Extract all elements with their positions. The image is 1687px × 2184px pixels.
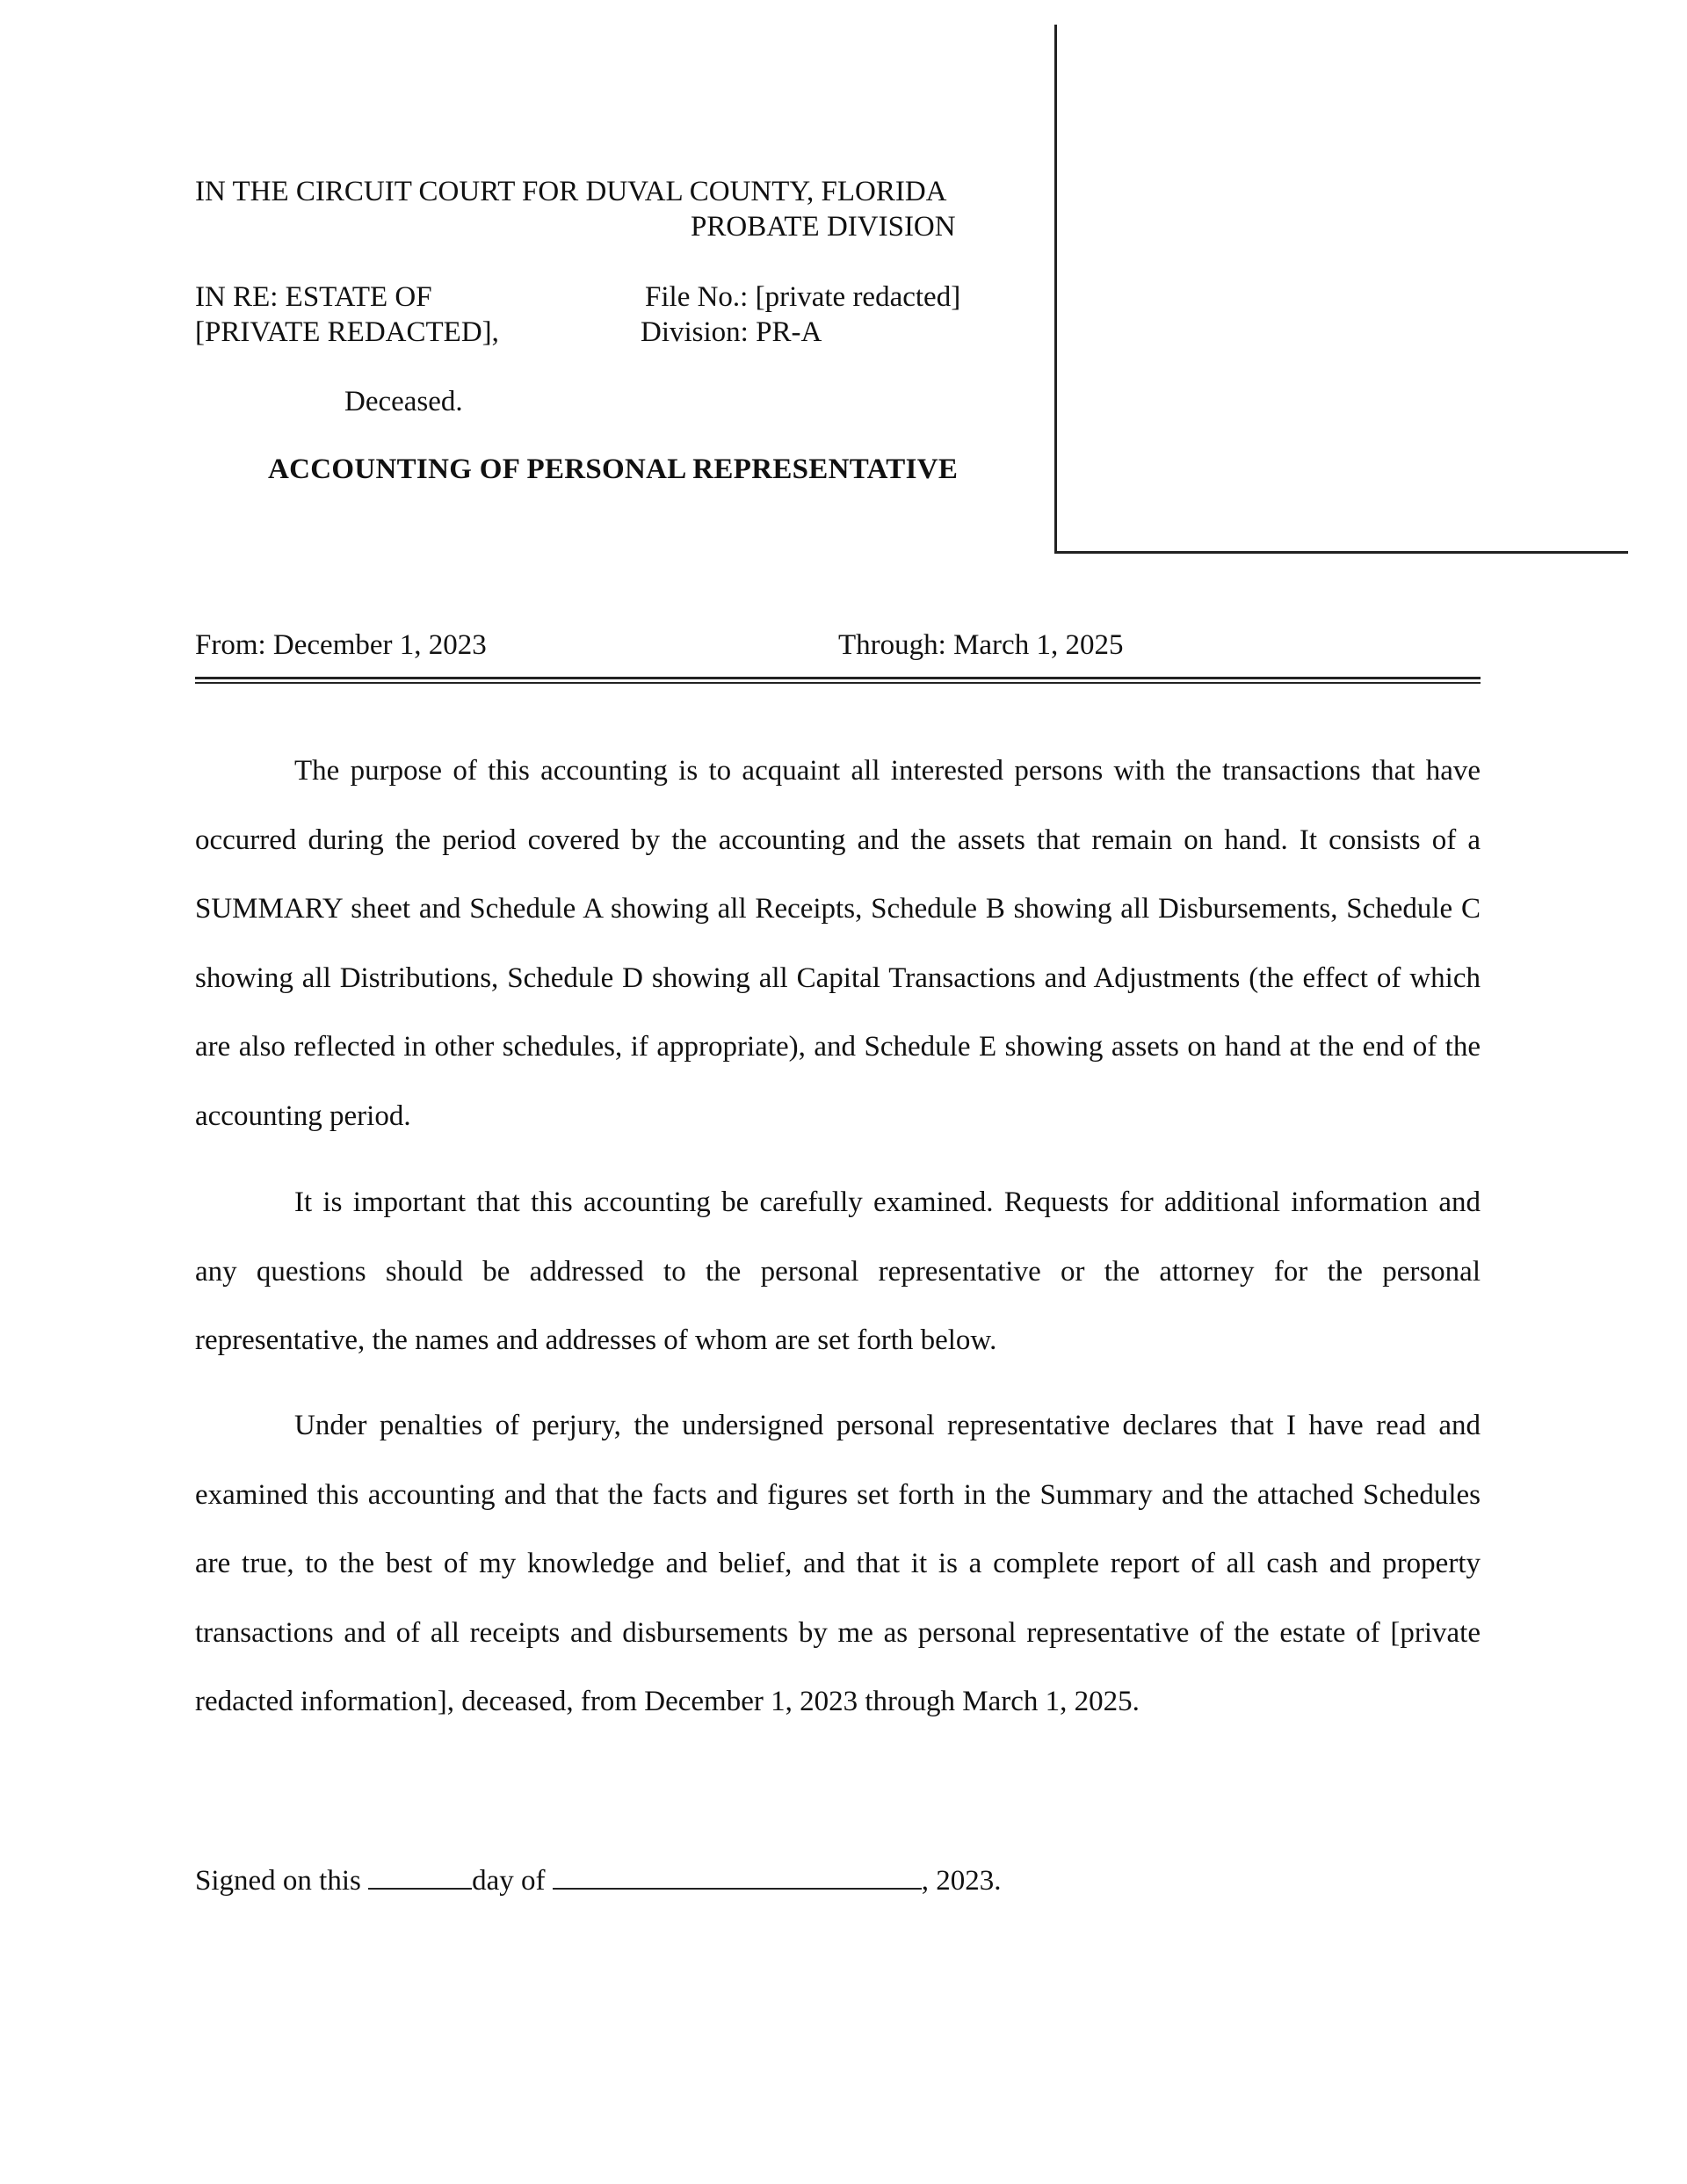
document-title: ACCOUNTING OF PERSONAL REPRESENTATIVE xyxy=(268,453,959,485)
court-name: IN THE CIRCUIT COURT FOR DUVAL COUNTY, FLORIDA xyxy=(195,176,947,207)
signature-line xyxy=(195,1861,1002,1898)
court-division: PROBATE DIVISION xyxy=(691,211,956,243)
signature-day-blank[interactable] xyxy=(368,1861,472,1890)
division-label: Division: PR-A xyxy=(641,316,822,348)
file-number: File No.: [private redacted] xyxy=(645,281,961,313)
estate-name: [PRIVATE REDACTED], xyxy=(195,316,499,348)
paragraph-perjury-declaration: Under penalties of perjury, the undersigned personal representative declares that I have read and examined this accounting and that the facts and figures set forth in the Summary and the attached Schedules are true, to the best of my knowledge and belief, and that it is a complete report of all cash and property transactions and of all receipts and disbursements by me as personal representative of the estate of [private redacted information], deceased, from December 1, 2023 through March 1, 2025. xyxy=(195,1410,1481,1717)
paragraph-examination: It is important that this accounting be carefully examined. Requests for additional information and any questions should be addressed to the personal representative or the attorney for the personal representative, the names and addresses of whom are set forth below. xyxy=(195,1186,1481,1356)
period-double-rule xyxy=(195,677,1481,684)
signature-month-blank[interactable] xyxy=(553,1861,922,1890)
paragraph-purpose: The purpose of this accounting is to acquaint all interested persons with the transactions that have occurred during the period covered by the accounting and the assets that remain on hand. It consists of a SUMMARY sheet and Schedule A showing all Receipts, Schedule B showing all Disbursements, Schedule C showing all Distributions, Schedule D showing all Capital Transactions and Adjustments (the effect of which are also reflected in other schedules, if appropriate), and Schedule E showing assets on hand at the end of the accounting period. xyxy=(195,755,1481,1132)
signature-year: , 2023. xyxy=(921,1865,1002,1897)
stamp-box-vertical-line xyxy=(1054,25,1057,553)
deceased-label: Deceased. xyxy=(344,386,463,417)
in-re-label: IN RE: ESTATE OF xyxy=(195,281,432,313)
period-from: From: December 1, 2023 xyxy=(195,629,487,661)
stamp-box-horizontal-line xyxy=(1054,551,1628,554)
signature-day-of: day of xyxy=(472,1865,546,1897)
period-through: Through: March 1, 2025 xyxy=(838,629,1124,661)
signature-prefix: Signed on this xyxy=(195,1865,361,1897)
